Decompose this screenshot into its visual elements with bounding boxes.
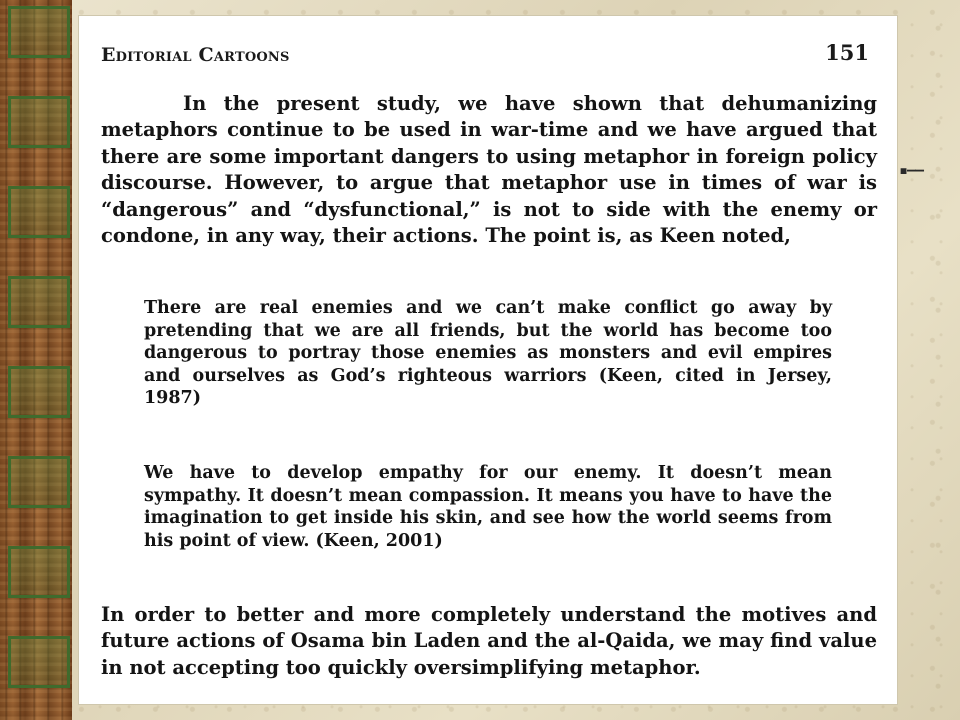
bullet-dash-marker: ▪–– [899,161,924,179]
green-bracket-decoration [8,6,70,58]
green-bracket-decoration [8,96,70,148]
green-bracket-decoration [8,546,70,598]
body-paragraph-intro: In the present study, we have shown that dehumanizing metaphors continue to be used in war-time and we have argued that there are some important dangers to using metaphor in foreign policy discourse. However, to argue that metaphor use in times of war is “dangerous” and “dysfunctional,” is not to side with the enemy or condone, in any way, their actions. The point is, as Keen noted, [101,92,877,248]
body-paragraph-conclusion: In order to better and more completely understand the motives and future actions of Osama bin Laden and the al-Qaida, we may find value in not accepting too quickly oversimplifying metaphor. [101,603,877,679]
green-bracket-decoration [8,276,70,328]
page-number: 151 [825,40,869,65]
scanned-book-page [79,16,897,704]
block-quote-keen-1987: There are real enemies and we can’t make conflict go away by pretending that we are all friends, but the world has become too dangerous to portray those enemies as monsters and evil empires and ourselves as God’s righteous warriors (Keen, cited in Jersey, 1987) [144,298,832,408]
green-bracket-decoration [8,366,70,418]
block-quote-keen-2001: We have to develop empathy for our enemy. It doesn’t mean sympathy. It doesn’t mean compassion. It means you have to have the imagination to get inside his skin, and see how the world seems from his point of view. (Keen, 2001) [144,463,832,551]
wood-strip-decoration [0,0,72,720]
green-bracket-decoration [8,456,70,508]
green-bracket-decoration [8,636,70,688]
green-bracket-decoration [8,186,70,238]
running-head: Editorial Cartoons [101,44,290,66]
